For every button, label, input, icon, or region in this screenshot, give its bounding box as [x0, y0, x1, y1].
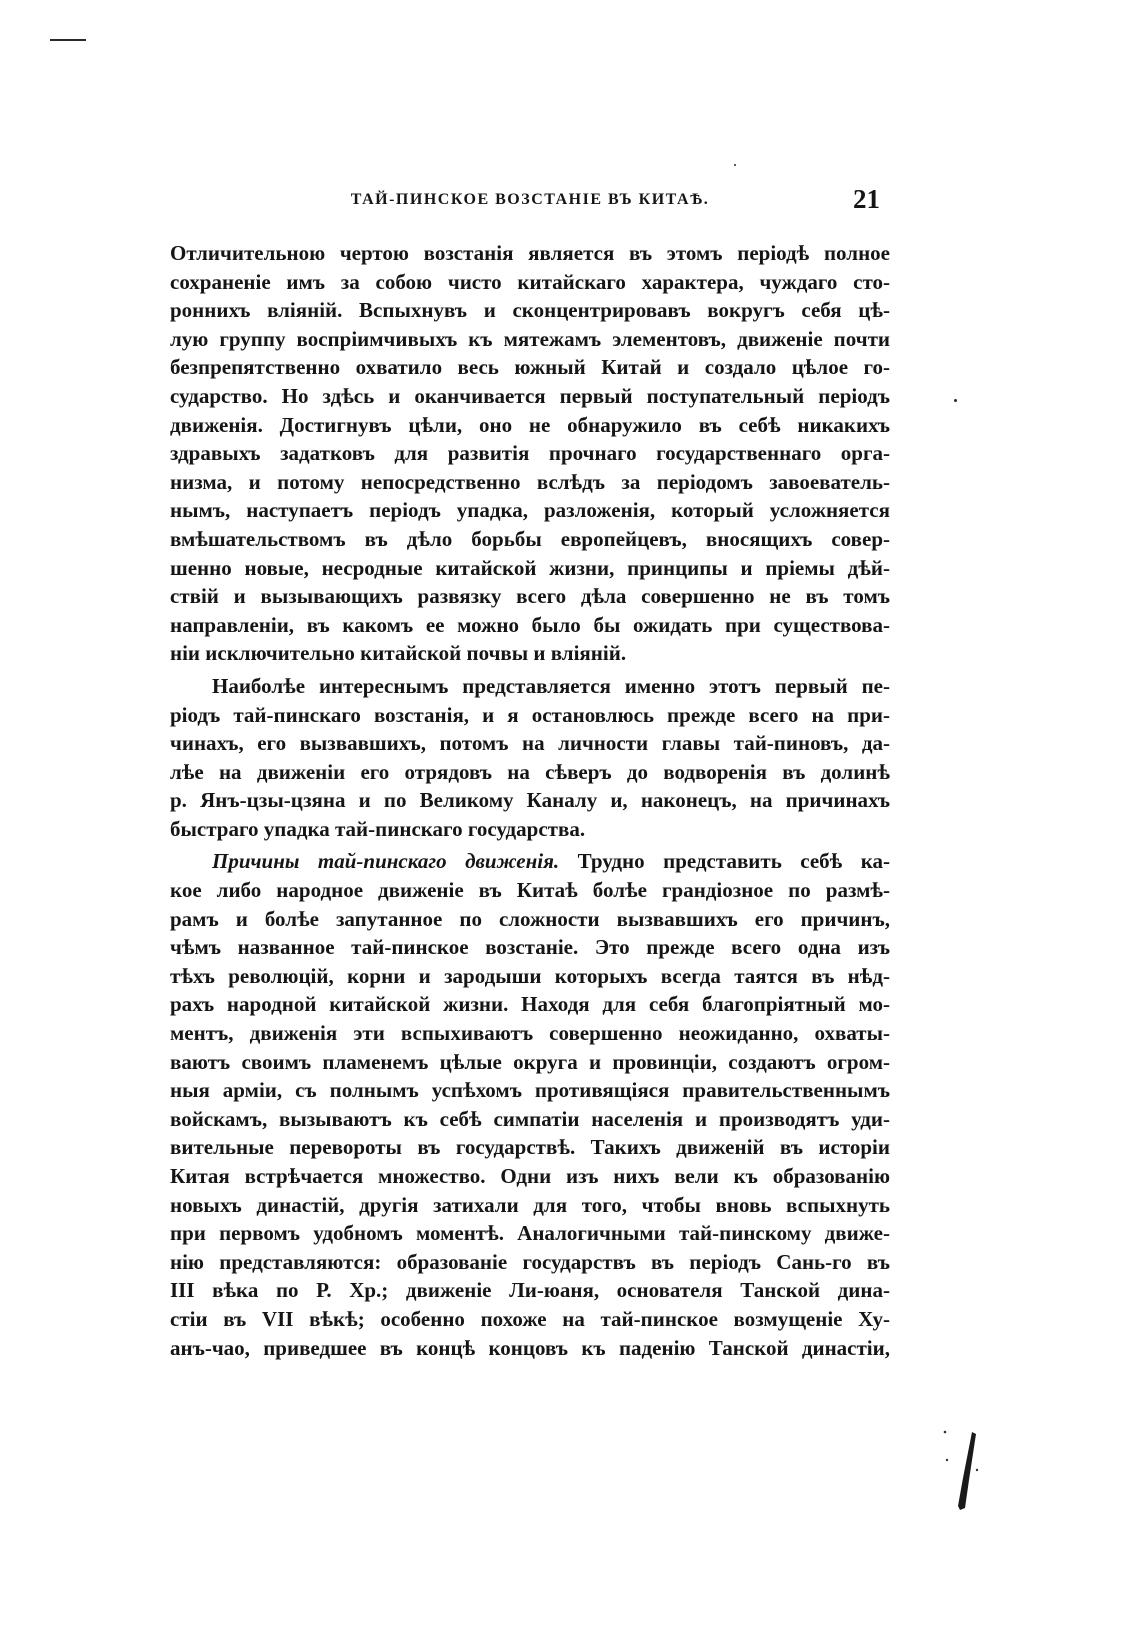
- text-run: Трудно представить себѣ ка-: [577, 849, 891, 874]
- text-line: шенно новые, несродные китайской жизни, принципы и пріемы дѣй-: [170, 555, 890, 580]
- text-line: направленіи, въ какомъ ее можно было бы ожидать при существова-: [170, 612, 890, 637]
- text-line: Китая встрѣчается множество. Одни изъ нихъ вели къ образованію: [170, 1164, 890, 1188]
- text-line: роннихъ вліяній. Вспыхнувъ и сконцентрировавъ вокругъ себя цѣ-: [170, 298, 890, 323]
- section-heading: Причины тай-пинскаго движенія.: [212, 849, 560, 874]
- body-text: [170, 239, 890, 1362]
- scan-dash-mark: [50, 39, 86, 41]
- text-line: вительные перевороты въ государствѣ. Такихъ движеній въ исторіи: [170, 1135, 890, 1160]
- scan-dot-mark: [734, 164, 736, 166]
- text-line: ментъ, движенія эти вспыхиваютъ совершенно неожиданно, охваты-: [170, 1021, 890, 1046]
- text-line: III вѣка по Р. Хр.; движеніе Ли-юаня, основателя Танской дина-: [170, 1278, 890, 1303]
- text-line: рахъ народной китайской жизни. Находя для себя благопріятный мо-: [170, 992, 890, 1017]
- text-line: Наиболѣе интереснымъ представляется именно этотъ первый пе-: [212, 673, 890, 698]
- text-line: рамъ и болѣе запутанное по сложности вызвавшихъ его причинъ,: [170, 906, 890, 931]
- text-line: ріодъ тай-пинскаго возстанія, и я остановлюсь прежде всего на при-: [170, 702, 890, 727]
- paragraph-2: [170, 672, 890, 844]
- text-line: вмѣшательствомъ въ дѣло борьбы европейцевъ, вносящихъ совер-: [170, 526, 890, 551]
- scan-dot-mark: [954, 399, 957, 402]
- text-line: Отличительною чертою возстанія является въ этомъ періодѣ полное: [170, 241, 890, 265]
- text-line: ніи исключительно китайской почвы и вліяній.: [170, 641, 627, 666]
- scan-ink-blot: [935, 1420, 990, 1520]
- paragraph-1: [170, 239, 890, 668]
- text-line: при первомъ удобномъ моментѣ. Аналогичными тай-пинскому движе-: [170, 1221, 890, 1246]
- page-number: 21: [853, 184, 880, 214]
- text-line: р. Янъ-цзы-цзяна и по Великому Каналу и, наконецъ, на причинахъ: [170, 788, 890, 813]
- text-line: лѣе на движеніи его отрядовъ на сѣверъ до водворенія въ долинѣ: [170, 759, 890, 784]
- text-line: войскамъ, вызываютъ къ себѣ симпатіи населенія и производятъ уди-: [170, 1106, 890, 1131]
- text-line: анъ-чао, приведшее въ концѣ концовъ къ паденію Танской династіи,: [170, 1335, 890, 1360]
- text-line: нымъ, наступаетъ періодъ упадка, разложенія, который усложняется: [170, 498, 890, 523]
- ink-stroke: [958, 1432, 976, 1510]
- text-line: сохраненіе имъ за собою чисто китайскаго характера, чуждаго сто-: [170, 269, 890, 294]
- text-line: чѣмъ названное тай-пинское возстаніе. Это прежде всего одна изъ: [170, 935, 890, 960]
- text-line: сударство. Но здѣсь и оканчивается первый поступательный періодъ: [170, 383, 890, 408]
- text-line: движенія. Достигнувъ цѣли, оно не обнаружило въ себѣ никакихъ: [170, 412, 890, 437]
- text-line: быстраго упадка тай-пинскаго государства.: [170, 816, 586, 841]
- text-line: [170, 847, 890, 876]
- text-line: кое либо народное движеніе въ Китаѣ болѣе грандіозное по размѣ-: [170, 878, 890, 903]
- text-line: ныя арміи, съ полнымъ успѣхомъ противящіяся правительственнымъ: [170, 1078, 890, 1103]
- text-line: здравыхъ задатковъ для развитія прочнаго государственнаго орга-: [170, 441, 890, 466]
- paragraph-3: [170, 847, 890, 1362]
- text-line: новыхъ династій, другія затихали для того, чтобы вновь вспыхнуть: [170, 1192, 890, 1217]
- ink-speck: [976, 1469, 978, 1471]
- text-line: безпрепятственно охватило весь южный Китай и создало цѣлое го-: [170, 355, 890, 380]
- text-line: низма, и потому непосредственно вслѣдъ за періодомъ завоеватель-: [170, 469, 890, 494]
- text-line: стіи въ VII вѣкѣ; особенно похоже на тай-пинское возмущеніе Ху-: [170, 1306, 890, 1331]
- text-line: нію представляются: образованіе государствъ въ періодъ Сань-го въ: [170, 1249, 890, 1274]
- text-line: чинахъ, его вызвавшихъ, потомъ на личности главы тай-пиновъ, да-: [170, 731, 890, 756]
- text-line: тѣхъ революцій, корни и зародыши которыхъ всегда таятся въ нѣд-: [170, 963, 890, 988]
- ink-speck: [944, 1431, 947, 1434]
- ink-speck: [946, 1459, 948, 1461]
- text-line: лую группу воспріимчивыхъ къ мятежамъ элементовъ, движеніе почти: [170, 326, 890, 351]
- running-title: ТАЙ-ПИНСКОЕ ВОЗСТАНІЕ ВЪ КИТАѢ.: [350, 191, 710, 208]
- text-line: ствій и вызывающихъ развязку всего дѣла совершенно не въ томъ: [170, 584, 890, 609]
- text-line: ваютъ своимъ пламенемъ цѣлые округа и провинціи, создаютъ огром-: [170, 1049, 890, 1074]
